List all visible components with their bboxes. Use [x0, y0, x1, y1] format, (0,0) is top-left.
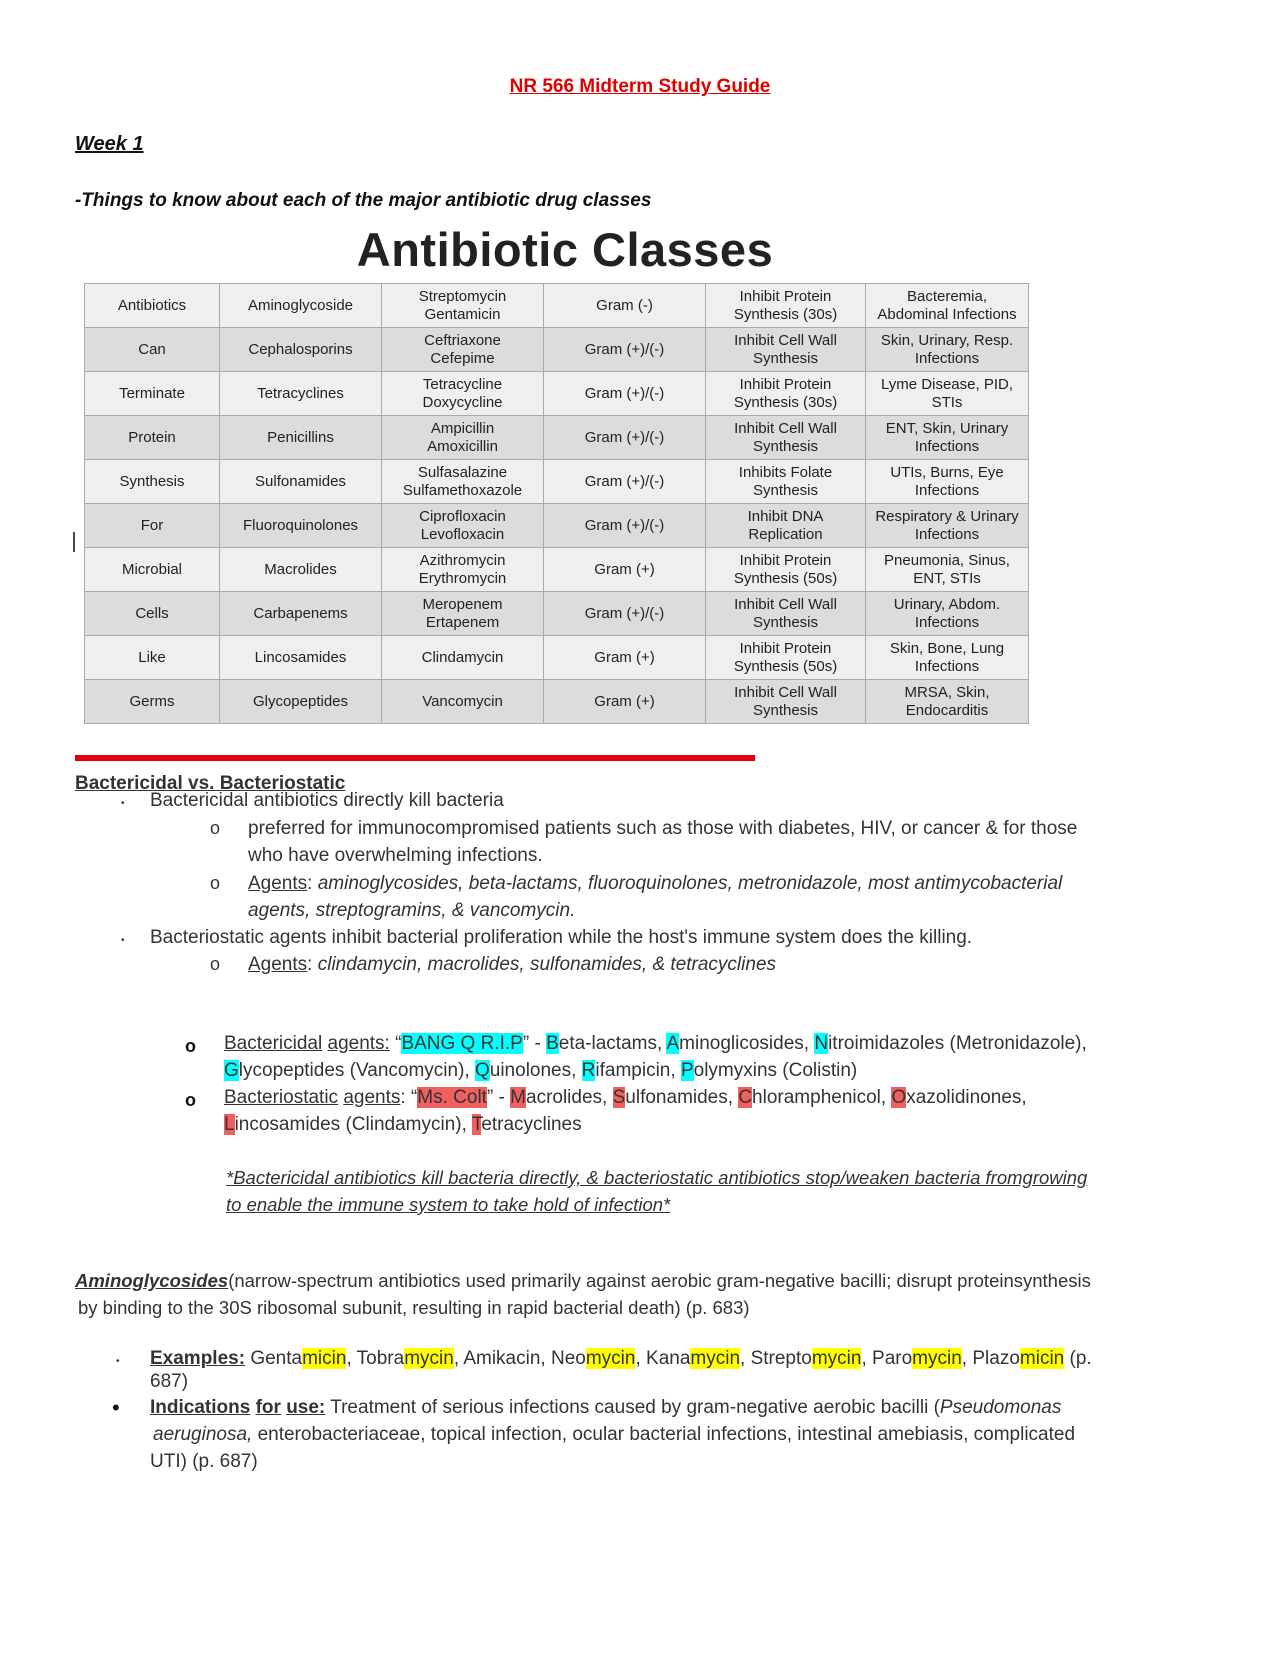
example-separator: ,	[346, 1348, 357, 1369]
table-cell: Can	[85, 328, 220, 372]
table-cell: Inhibit Protein Synthesis (50s)	[706, 636, 866, 680]
table-row	[85, 636, 1029, 680]
table-cell: Synthesis	[85, 460, 220, 504]
table-cell: Gram (+)/(-)	[544, 416, 706, 460]
table-cell: Gram (+)/(-)	[544, 504, 706, 548]
table-cell: Inhibit DNA Replication	[706, 504, 866, 548]
table-cell: Gram (+)/(-)	[544, 372, 706, 416]
example-drug-prefix: Tobra	[356, 1348, 405, 1369]
table-cell: Meropenem Ertapenem	[382, 592, 544, 636]
table-cell: Penicillins	[220, 416, 382, 460]
table-cell: Gram (+)/(-)	[544, 328, 706, 372]
example-drug-suffix-highlight: mycin	[690, 1348, 741, 1369]
example-separator: , Amikacin,	[453, 1348, 551, 1369]
example-separator: ,	[961, 1348, 973, 1369]
table-cell: Streptomycin Gentamicin	[382, 284, 544, 328]
table-cell: Pneumonia, Sinus, ENT, STIs	[866, 548, 1029, 592]
table-row	[85, 680, 1029, 724]
circle-bullet: o	[210, 818, 221, 838]
table-cell: Microbial	[85, 548, 220, 592]
table-cell: Azithromycin Erythromycin	[382, 548, 544, 592]
indications-line-1: Indications for use: Treatment of serious infections caused by gram-negative aerobic bacilli (Pseudomonas	[150, 1397, 1062, 1418]
table-cell: Ampicillin Amoxicillin	[382, 416, 544, 460]
table-cell: Aminoglycoside	[220, 284, 382, 328]
table-cell: Fluoroquinolones	[220, 504, 382, 548]
example-separator: (p.	[1064, 1348, 1092, 1369]
table-row	[85, 504, 1029, 548]
table-cell: Macrolides	[220, 548, 382, 592]
table-cell: Inhibit Protein Synthesis (30s)	[706, 284, 866, 328]
table-row	[85, 416, 1029, 460]
table-row	[85, 592, 1029, 636]
table-cell: Skin, Bone, Lung Infections	[866, 636, 1029, 680]
bactericidal-mnemonic-line-1: Bactericidal agents: “BANG Q R.I.P” - Beta-lactams, Aminoglicosides, Nitroimidazoles (Metronidazole),	[224, 1033, 1087, 1054]
table-cell: Germs	[85, 680, 220, 724]
table-cell: Antibiotics	[85, 284, 220, 328]
example-drug-suffix-highlight: micin	[302, 1348, 347, 1369]
table-cell: Ciprofloxacin Levofloxacin	[382, 504, 544, 548]
antibiotic-classes-table	[84, 283, 1029, 724]
table-cell: Like	[85, 636, 220, 680]
table-cell: UTIs, Burns, Eye Infections	[866, 460, 1029, 504]
table-cell: Gram (+)	[544, 548, 706, 592]
example-drug-prefix: Plazo	[972, 1348, 1020, 1369]
edge-mark	[73, 532, 75, 552]
table-cell: Tetracyclines	[220, 372, 382, 416]
table-row	[85, 460, 1029, 504]
table-row	[85, 548, 1029, 592]
table-cell: MRSA, Skin, Endocarditis	[866, 680, 1029, 724]
example-drug-prefix: Genta	[250, 1348, 303, 1369]
red-underline-bar	[75, 755, 755, 761]
table-cell: Gram (+)/(-)	[544, 460, 706, 504]
table-cell: Inhibit Protein Synthesis (30s)	[706, 372, 866, 416]
circle-bullet: o	[210, 954, 221, 974]
examples-page: 687)	[150, 1371, 189, 1392]
antibiotic-classes-image	[75, 222, 1055, 762]
table-cell: Ceftriaxone Cefepime	[382, 328, 544, 372]
example-separator: ,	[740, 1348, 751, 1369]
table-cell: Inhibit Cell Wall Synthesis	[706, 592, 866, 636]
examples-line: Examples: Gentamicin, Tobramycin, Amikacin, Neomycin, Kanamycin, Streptomycin, Paromycin, Plazomicin (p.	[150, 1348, 1092, 1369]
example-drug-suffix-highlight: mycin	[811, 1348, 862, 1369]
example-drug-prefix: Neo	[550, 1348, 586, 1369]
table-cell: Gram (+)	[544, 636, 706, 680]
table-cell: Vancomycin	[382, 680, 544, 724]
bullet-dot-bold: •	[112, 1395, 120, 1420]
page-title: NR 566 Midterm Study Guide	[509, 76, 771, 97]
table-row	[85, 372, 1029, 416]
indications-line-2: aeruginosa, enterobacteriaceae, topical infection, ocular bacterial infections, intestinal amebiasis, complicated	[153, 1424, 1076, 1445]
example-drug-prefix: Kana	[646, 1348, 691, 1369]
bullet-dot: •	[121, 798, 125, 809]
table-cell: Bacteremia, Abdominal Infections	[866, 284, 1029, 328]
table-cell: Glycopeptides	[220, 680, 382, 724]
example-drug-suffix-highlight: mycin	[912, 1348, 962, 1369]
bactericidal-mnemonic-line-2: Glycopeptides (Vancomycin), Quinolones, Rifampicin, Polymyxins (Colistin)	[224, 1060, 858, 1081]
table-row	[85, 328, 1029, 372]
bullet-dot: •	[116, 1356, 120, 1367]
table-cell: Cephalosporins	[220, 328, 382, 372]
bold-circle-bullet: o	[185, 1090, 196, 1110]
aminoglycosides-paragraph-2: by binding to the 30S ribosomal subunit, resulting in rapid bacterial death) (p. 683)	[78, 1297, 750, 1318]
table-cell: Inhibit Cell Wall Synthesis	[706, 416, 866, 460]
bacteriostatic-mnemonic-line-1: Bacteriostatic agents: “Ms. Colt” - Macrolides, Sulfonamides, Chloramphenicol, Oxazolidinones,	[224, 1087, 1027, 1108]
summary-note-2: to enable the immune system to take hold of infection*	[226, 1194, 671, 1215]
bacteriostatic-agents: Agents: clindamycin, macrolides, sulfonamides, & tetracyclines	[248, 954, 777, 975]
table-cell: Gram (-)	[544, 284, 706, 328]
bullet-dot: •	[121, 935, 125, 946]
table-cell: Respiratory & Urinary Infections	[866, 504, 1029, 548]
example-separator: ,	[861, 1348, 873, 1369]
bactericidal-agents-1: Agents: aminoglycosides, beta-lactams, fluoroquinolones, metronidazole, most antimycobacterial	[248, 873, 1063, 894]
summary-note-1: *Bactericidal antibiotics kill bacteria directly, & bacteriostatic antibiotics stop/weaken bacteria fromgrowing	[226, 1167, 1088, 1188]
example-drug-suffix-highlight: micin	[1019, 1348, 1065, 1369]
example-drug-prefix: Strepto	[750, 1348, 812, 1369]
image-title: Antibiotic Classes	[356, 223, 774, 276]
example-separator: ,	[635, 1348, 647, 1369]
example-drug-prefix: Paro	[872, 1348, 913, 1369]
aminoglycosides-paragraph-1: Aminoglycosides(narrow-spectrum antibiotics used primarily against aerobic gram-negative bacilli; disrupt proteinsynthesis	[75, 1270, 1091, 1291]
table-cell: Urinary, Abdom. Infections	[866, 592, 1029, 636]
bactericidal-vs-bacteriostatic-heading: Bactericidal vs. Bacteriostatic	[75, 773, 346, 794]
table-cell: Sulfonamides	[220, 460, 382, 504]
table-cell: Carbapenems	[220, 592, 382, 636]
table-row	[85, 284, 1029, 328]
table-cell: ENT, Skin, Urinary Infections	[866, 416, 1029, 460]
bacteriostatic-mnemonic-line-2: Lincosamides (Clindamycin), Tetracyclines	[224, 1114, 582, 1135]
bullet-bactericidal: Bactericidal antibiotics directly kill bacteria	[150, 790, 504, 811]
table-cell: Tetracycline Doxycycline	[382, 372, 544, 416]
table-cell: Inhibits Folate Synthesis	[706, 460, 866, 504]
table-cell: Clindamycin	[382, 636, 544, 680]
bactericidal-agents-2: agents, streptogramins, & vancomycin.	[248, 900, 576, 921]
bactericidal-preferred-1: preferred for immunocompromised patients such as those with diabetes, HIV, or cancer & for those	[248, 818, 1078, 839]
bactericidal-preferred-2: who have overwhelming infections.	[248, 845, 543, 866]
table-cell: Inhibit Cell Wall Synthesis	[706, 680, 866, 724]
circle-bullet: o	[210, 873, 221, 893]
section-intro: -Things to know about each of the major antibiotic drug classes	[75, 190, 652, 211]
table-cell: Terminate	[85, 372, 220, 416]
table-cell: Gram (+)/(-)	[544, 592, 706, 636]
bullet-bacteriostatic: Bacteriostatic agents inhibit bacterial proliferation while the host's immune system does the killing.	[150, 927, 973, 948]
table-cell: Inhibit Cell Wall Synthesis	[706, 328, 866, 372]
table-cell: Protein	[85, 416, 220, 460]
example-drug-suffix-highlight: mycin	[404, 1348, 454, 1369]
table-cell: Sulfasalazine Sulfamethoxazole	[382, 460, 544, 504]
example-drug-suffix-highlight: mycin	[585, 1348, 636, 1369]
table-cell: Lincosamides	[220, 636, 382, 680]
table-cell: Gram (+)	[544, 680, 706, 724]
table-cell: For	[85, 504, 220, 548]
table-cell: Inhibit Protein Synthesis (50s)	[706, 548, 866, 592]
table-cell: Cells	[85, 592, 220, 636]
table-cell: Skin, Urinary, Resp. Infections	[866, 328, 1029, 372]
bold-circle-bullet: o	[185, 1036, 196, 1056]
table-cell: Lyme Disease, PID, STIs	[866, 372, 1029, 416]
week-heading: Week 1	[75, 133, 144, 155]
indications-line-3: UTI) (p. 687)	[150, 1451, 258, 1472]
